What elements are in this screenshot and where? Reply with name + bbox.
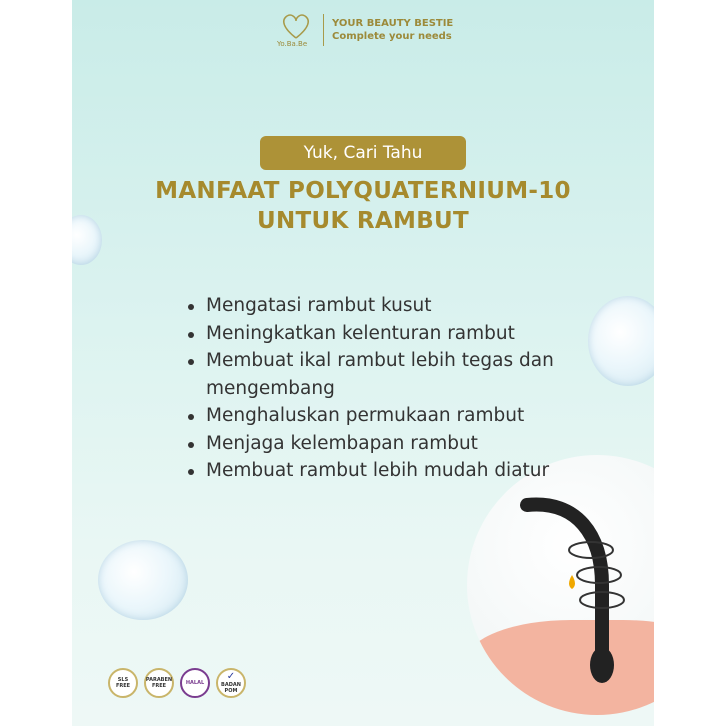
list-item: Meningkatkan kelenturan rambut bbox=[184, 320, 564, 348]
intro-pill: Yuk, Cari Tahu bbox=[260, 136, 466, 170]
paraben-free-badge: PARABEN FREE bbox=[144, 668, 174, 698]
list-item: Menghaluskan permukaan rambut bbox=[184, 402, 564, 430]
heart-logo-icon: Yo.Ba.Be bbox=[277, 12, 315, 48]
certification-badges bbox=[108, 668, 246, 698]
bubble-decoration bbox=[98, 540, 188, 620]
list-item: Membuat ikal rambut lebih tegas dan mengembang bbox=[184, 347, 564, 402]
benefit-list bbox=[184, 292, 564, 485]
poster bbox=[72, 0, 654, 726]
bubble-decoration bbox=[588, 296, 654, 386]
tagline: YOUR BEAUTY BESTIE Complete your needs bbox=[332, 18, 454, 42]
brand-logo bbox=[277, 12, 453, 48]
hair-illustration bbox=[467, 455, 654, 715]
list-item: Menjaga kelembapan rambut bbox=[184, 430, 564, 458]
sls-free-badge: SLS FREE bbox=[108, 668, 138, 698]
list-item: Membuat rambut lebih mudah diatur bbox=[184, 457, 564, 485]
bpom-badge: ✓ BADAN POM bbox=[216, 668, 246, 698]
divider bbox=[323, 14, 324, 46]
halal-badge: HALAL bbox=[180, 668, 210, 698]
list-item: Mengatasi rambut kusut bbox=[184, 292, 564, 320]
hair-strand-icon bbox=[467, 455, 654, 715]
page-title: MANFAAT POLYQUATERNIUM-10 UNTUK RAMBUT bbox=[155, 178, 571, 234]
